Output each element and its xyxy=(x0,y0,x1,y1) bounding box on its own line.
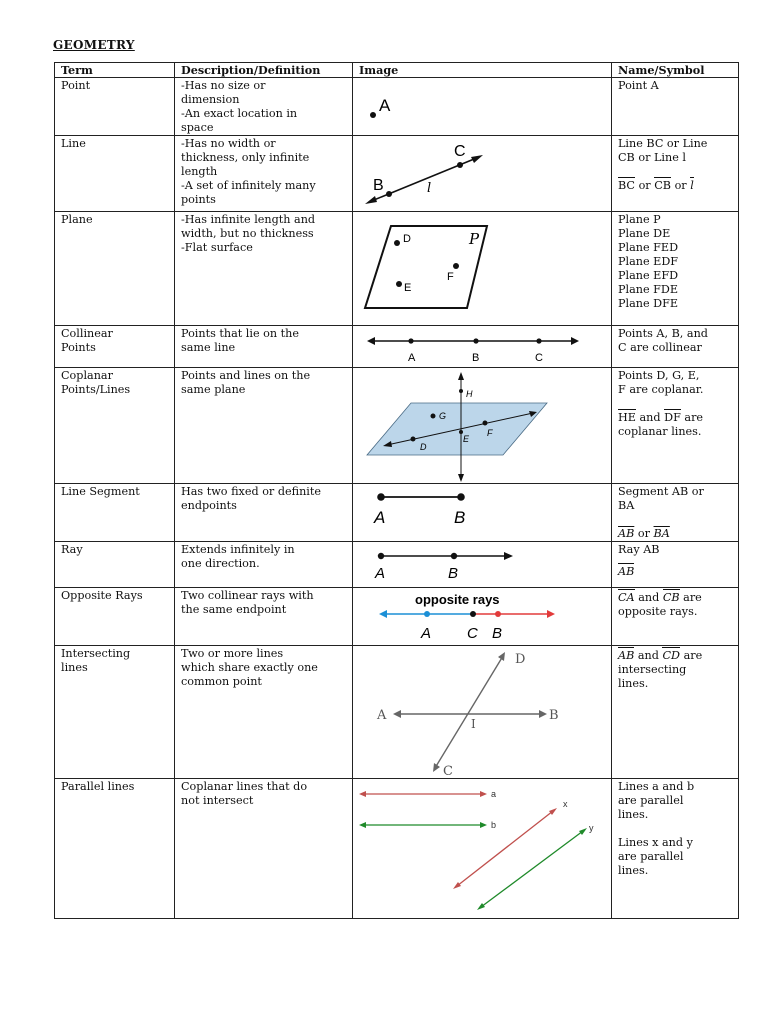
coplanar-diagram xyxy=(353,368,611,483)
header-description: Description/Definition xyxy=(175,63,353,78)
image-cell xyxy=(353,326,612,368)
point-a-dot xyxy=(377,493,385,501)
arrowhead xyxy=(365,196,377,204)
plane-p-label: P xyxy=(469,230,480,248)
description-cell: -Has infinite length and width, but no thickness -Flat surface xyxy=(175,212,353,326)
point-h-dot xyxy=(459,389,463,393)
point-c-dot xyxy=(470,611,476,617)
line-x-label: x xyxy=(563,799,568,809)
header-term: Term xyxy=(55,63,175,78)
point-f-label: F xyxy=(487,428,493,438)
point-b-label: B xyxy=(549,708,559,723)
image-cell xyxy=(353,136,612,212)
table-row-plane xyxy=(55,212,739,326)
point-d-dot xyxy=(411,437,416,442)
name-cell: Points A, B, and C are collinear xyxy=(612,326,739,368)
segment-diagram xyxy=(353,484,611,540)
arrowhead xyxy=(547,610,555,618)
description-cell: Has two fixed or definite endpoints xyxy=(175,484,353,542)
name-cell: CA and CB are opposite rays. xyxy=(612,588,739,646)
term-cell: Point xyxy=(55,78,175,136)
parallel-diagram xyxy=(353,779,611,918)
table-row-segment xyxy=(55,484,739,542)
arrowhead xyxy=(458,372,464,380)
opposite-rays-title: opposite rays xyxy=(415,592,500,607)
point-b-dot xyxy=(457,493,465,501)
arrowhead xyxy=(458,474,464,482)
point-b-label: B xyxy=(492,625,503,642)
table-row-intersecting xyxy=(55,646,739,779)
table-row-parallel xyxy=(55,779,739,919)
point-c-label: C xyxy=(535,352,543,364)
term-cell: Line Segment xyxy=(55,484,175,542)
arrowhead xyxy=(359,791,366,797)
line-x xyxy=(457,811,553,886)
description-cell: -Has no width or thickness, only infinite length -A set of infinitely many points xyxy=(175,136,353,212)
arrowhead xyxy=(504,552,513,560)
arrowhead xyxy=(579,828,587,835)
name-cell: Segment AB or BA $\overline{AB}$ or $\overline{BA}$ xyxy=(612,484,739,542)
line-symbols: BC or CB or l xyxy=(618,179,694,192)
point-f-dot xyxy=(483,421,488,426)
term-cell: Ray xyxy=(55,542,175,588)
point-c-label: C xyxy=(443,764,453,778)
point-b-label: B xyxy=(454,508,466,527)
table-row-line xyxy=(55,136,739,212)
point-g-dot xyxy=(431,414,436,419)
description-cell: Two collinear rays with the same endpoint xyxy=(175,588,353,646)
arrowhead xyxy=(367,337,375,345)
name-cell: Line BC or Line CB or Line l BC or CB or l xyxy=(612,136,739,212)
line-y xyxy=(481,831,583,907)
point-c-dot xyxy=(536,338,541,343)
point-a-dot xyxy=(408,338,413,343)
line-y-label: y xyxy=(589,823,594,833)
arrowhead xyxy=(477,903,485,910)
point-e-label: E xyxy=(404,282,412,294)
term-cell: Opposite Rays xyxy=(55,588,175,646)
point-d-label: D xyxy=(403,233,411,245)
line-a-label: a xyxy=(491,789,497,799)
point-i-label: I xyxy=(471,717,476,731)
intersecting-diagram xyxy=(353,646,611,778)
term-cell: Coplanar Points/Lines xyxy=(55,368,175,484)
table-row-coplanar xyxy=(55,368,739,484)
image-cell xyxy=(353,542,612,588)
image-cell xyxy=(353,212,612,326)
name-cell: Plane P Plane DE Plane FED Plane EDF Plane EFD Plane FDE Plane DFE xyxy=(612,212,739,326)
opposite-rays-diagram xyxy=(353,588,611,645)
ray-symbol: AB xyxy=(618,565,635,578)
name-cell: Lines a and b are parallel lines. Lines x and y are parallel lines. xyxy=(612,779,739,919)
point-d-label: D xyxy=(420,442,427,452)
name-cell: Ray AB AB xyxy=(612,542,739,588)
geometry-table xyxy=(54,62,739,919)
line-l-label: l xyxy=(427,181,432,196)
arrowhead xyxy=(393,710,401,718)
point-d-label: D xyxy=(515,652,526,667)
point-g-label: G xyxy=(439,411,447,421)
point-a-label: A xyxy=(421,625,432,642)
image-cell xyxy=(353,368,612,484)
name-cell: Point A xyxy=(612,78,739,136)
term-cell: Plane xyxy=(55,212,175,326)
point-b-dot xyxy=(451,553,457,559)
line-cd xyxy=(435,656,503,768)
plane-shape xyxy=(367,403,547,455)
arrowhead xyxy=(471,155,483,163)
point-a-label: A xyxy=(379,96,391,115)
point-h-label: H xyxy=(466,389,473,399)
name-cell: Points D, G, E, F are coplanar. HE and DF are coplanar lines. xyxy=(612,368,739,484)
arrowhead xyxy=(359,822,366,828)
arrowhead xyxy=(539,710,547,718)
opposite-symbols: CA and CB are xyxy=(618,591,702,604)
table-row-point xyxy=(55,78,739,136)
point-a-label: A xyxy=(375,565,386,582)
point-diagram xyxy=(353,78,611,134)
image-cell xyxy=(353,484,612,542)
term-cell: Collinear Points xyxy=(55,326,175,368)
table-row-collinear xyxy=(55,326,739,368)
description-cell: Two or more lines which share exactly one common point xyxy=(175,646,353,779)
image-cell xyxy=(353,78,612,136)
point-c-label: C xyxy=(454,143,466,160)
point-a-dot xyxy=(378,553,384,559)
image-cell xyxy=(353,588,612,646)
point-b-dot xyxy=(473,338,478,343)
description-cell: Extends infinitely in one direction. xyxy=(175,542,353,588)
description-cell: Coplanar lines that do not intersect xyxy=(175,779,353,919)
point-b-dot xyxy=(495,611,501,617)
arrowhead xyxy=(480,822,487,828)
term-cell: Parallel lines xyxy=(55,779,175,919)
image-cell xyxy=(353,779,612,919)
point-b-label: B xyxy=(373,177,384,194)
table-row-opposite-rays xyxy=(55,588,739,646)
point-f-label: F xyxy=(447,271,454,283)
point-e-dot xyxy=(396,281,402,287)
ray-diagram xyxy=(353,542,611,587)
arrowhead xyxy=(379,610,387,618)
table-row-ray xyxy=(55,542,739,588)
point-d-dot xyxy=(394,240,400,246)
term-cell: Intersecting lines xyxy=(55,646,175,779)
plane-diagram xyxy=(353,212,611,325)
point-a-label: A xyxy=(408,352,416,364)
description-cell: Points that lie on the same line xyxy=(175,326,353,368)
description-cell: Points and lines on the same plane xyxy=(175,368,353,484)
page-title: GEOMETRY xyxy=(53,38,135,52)
point-a-label: A xyxy=(374,508,386,527)
segment-symbols: $\overline{AB}$ or $\overline{BA}$ xyxy=(618,527,670,540)
arrowhead xyxy=(571,337,579,345)
name-cell: AB and CD are intersecting lines. xyxy=(612,646,739,779)
header-image: Image xyxy=(353,63,612,78)
point-a-label: A xyxy=(377,708,387,723)
intersecting-symbols: AB and CD are xyxy=(618,649,703,662)
point-e-label: E xyxy=(463,434,470,444)
line-diagram xyxy=(353,136,611,211)
header-row xyxy=(55,63,739,78)
point-a-dot xyxy=(370,112,376,118)
header-name-symbol: Name/Symbol xyxy=(612,63,739,78)
point-c-dot xyxy=(457,162,463,168)
point-a-dot xyxy=(424,611,430,617)
image-cell xyxy=(353,646,612,779)
point-c-label: C xyxy=(467,625,478,642)
point-b-dot xyxy=(386,191,392,197)
point-b-label: B xyxy=(448,565,459,582)
point-f-dot xyxy=(453,263,459,269)
coplanar-symbols: HE and DF are xyxy=(618,411,704,424)
term-cell: Line xyxy=(55,136,175,212)
description-cell: -Has no size or dimension -An exact location in space xyxy=(175,78,353,136)
point-b-label: B xyxy=(472,352,480,364)
arrowhead xyxy=(480,791,487,797)
collinear-diagram xyxy=(353,326,611,367)
line-b-label: b xyxy=(491,820,497,830)
